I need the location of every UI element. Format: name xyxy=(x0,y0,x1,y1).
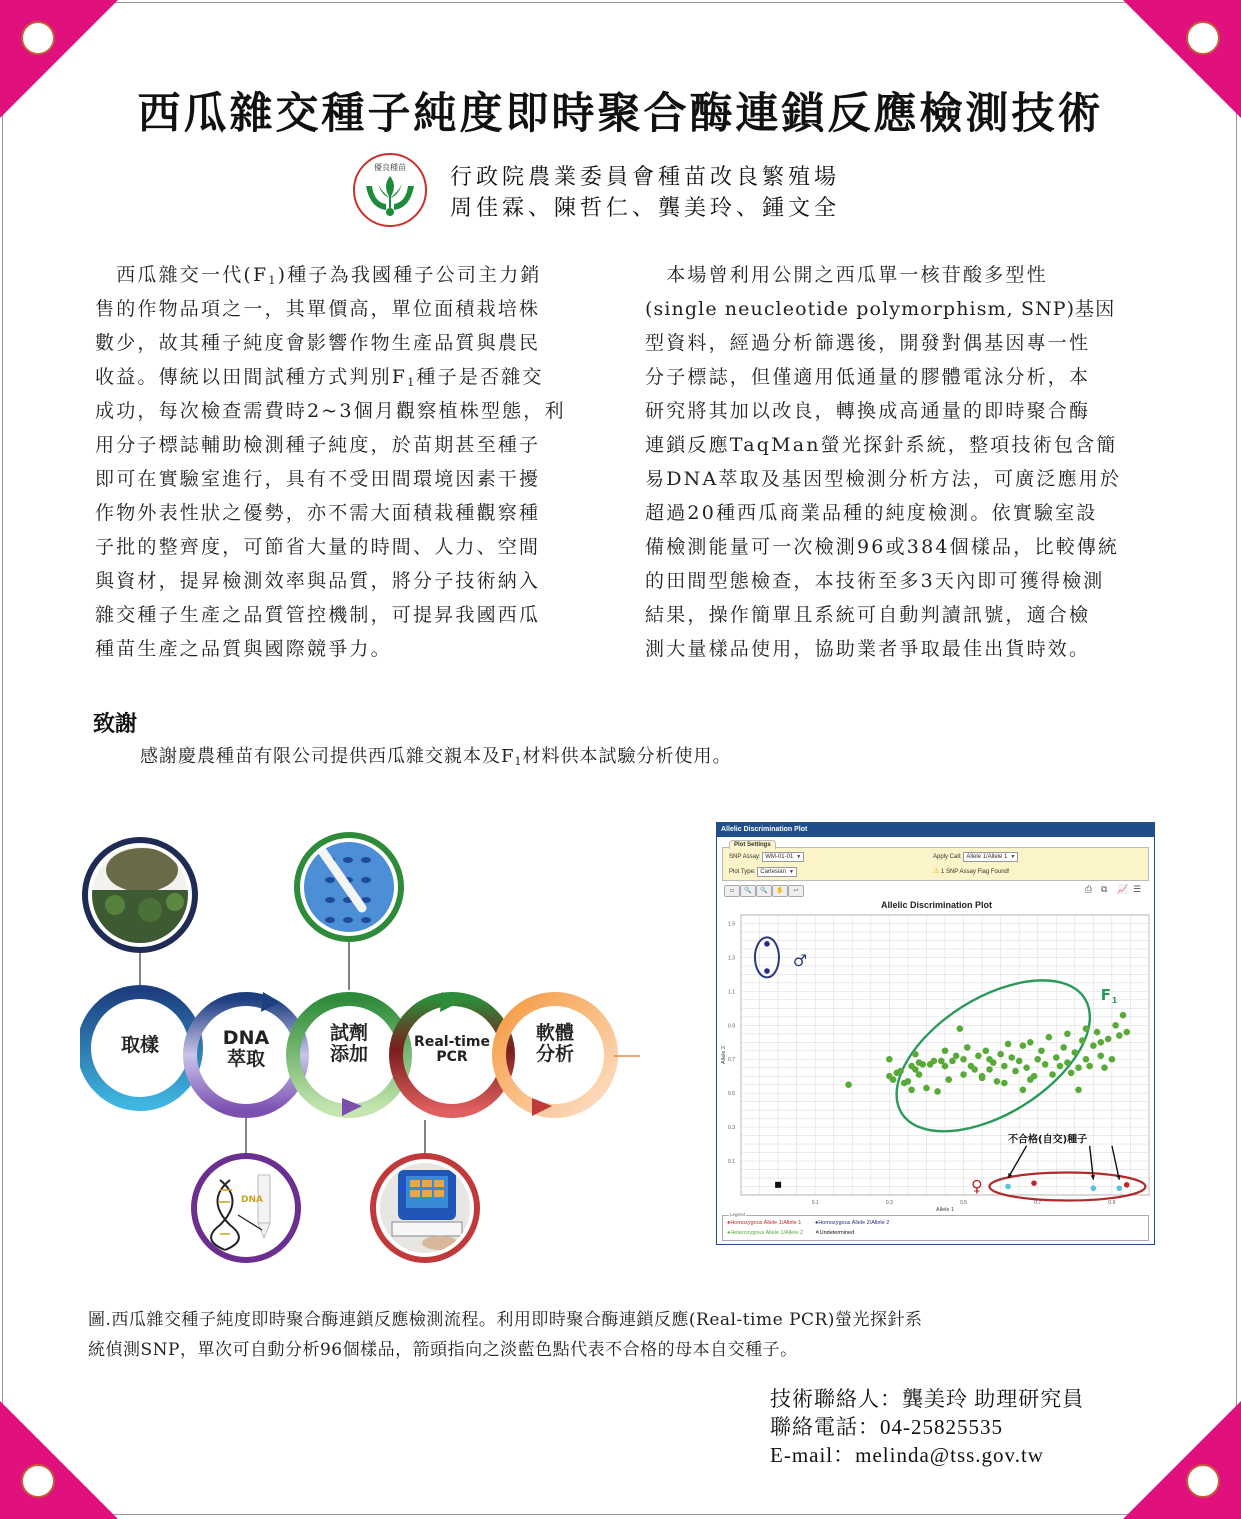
data-point xyxy=(1112,1022,1119,1029)
dropdown-arrow-icon: ▼ xyxy=(1010,854,1016,860)
data-point xyxy=(1075,1064,1082,1071)
line-text: 雜交種子生產之品質管控機制，可提昇我國西瓜 xyxy=(95,604,541,626)
x-tick-label: 0.9 xyxy=(1108,1200,1116,1206)
legend-dot-icon: ● xyxy=(727,1230,731,1236)
paragraph-line: 備檢測能量可一次檢測96或384個樣品，比較傳統 xyxy=(645,536,1120,558)
data-point xyxy=(1031,1180,1037,1186)
data-point xyxy=(990,1059,997,1066)
step-label-pcr xyxy=(404,1035,500,1066)
data-point xyxy=(1083,1056,1090,1063)
legend-dot-icon: ● xyxy=(815,1220,819,1226)
data-point xyxy=(1072,1049,1079,1056)
snp-assay-select[interactable] xyxy=(762,852,804,862)
intro-paragraph xyxy=(95,258,607,666)
paragraph-line xyxy=(95,496,607,530)
plot-settings-tab[interactable]: Plot Settings xyxy=(729,840,776,849)
data-point xyxy=(1120,1012,1127,1019)
data-point-undetermined xyxy=(775,1182,781,1188)
zoom-out-button[interactable]: 🔍 xyxy=(756,885,772,897)
data-point xyxy=(934,1088,941,1095)
data-point xyxy=(912,1051,919,1058)
male-symbol-icon: ♂ xyxy=(792,950,808,970)
data-point xyxy=(1001,1080,1008,1087)
acknowledgement-text xyxy=(140,742,732,768)
warning-icon: ⚠ xyxy=(933,868,940,875)
data-point xyxy=(1008,1054,1015,1061)
data-point xyxy=(931,1058,938,1065)
list-icon[interactable]: ☰ xyxy=(1133,885,1142,895)
data-point xyxy=(1012,1068,1019,1075)
paragraph-line: 研究將其加以改良，轉換成高通量的即時聚合酶 xyxy=(645,400,1091,422)
allelic-discrimination-window xyxy=(716,822,1155,1245)
dropdown-arrow-icon: ▼ xyxy=(796,854,802,860)
paragraph-line xyxy=(95,258,607,292)
data-point xyxy=(997,1051,1004,1058)
step-label-line: 分析 xyxy=(535,1042,574,1065)
data-point xyxy=(1020,1086,1027,1093)
ack-text-part: 感謝慶農種苗有限公司提供西瓜雜交親本及F xyxy=(140,746,515,767)
contact-phone: 聯絡電話：04-25825535 xyxy=(770,1415,1003,1439)
select-tool-button[interactable]: ▫ xyxy=(724,885,740,897)
line-text: 即可在實驗室進行，具有不受田間環境因素干擾 xyxy=(95,468,541,490)
line-text: 成功，每次檢查需費時2~3個月觀察植株型態，利 xyxy=(95,400,566,422)
x-tick-label: 0.7 xyxy=(1034,1200,1042,1206)
acknowledgement-heading: 致謝 xyxy=(93,712,138,737)
data-point xyxy=(1001,1063,1008,1070)
y-tick-label: 1.1 xyxy=(728,989,735,996)
data-point xyxy=(1046,1034,1053,1041)
paragraph-line: 連鎖反應TaqMan螢光探針系統，整項技術包含簡 xyxy=(645,434,1118,456)
data-point xyxy=(845,1081,852,1088)
legend-item-heterozygous xyxy=(727,1230,803,1236)
step-label-sampling: 取樣 xyxy=(120,1034,159,1056)
legend-item-homozygous-1 xyxy=(727,1220,801,1226)
sampling-photo-circle xyxy=(85,840,195,950)
paragraph-line: 結果，操作簡單且系統可自動判讀訊號，適合檢 xyxy=(645,604,1091,626)
paragraph-line xyxy=(95,462,607,496)
data-point xyxy=(960,1056,967,1063)
line-text: 種苗生產之品質與國際競爭力。 xyxy=(95,638,392,660)
data-point xyxy=(1031,1073,1038,1080)
data-point xyxy=(897,1068,904,1075)
ack-text-part: 材料供本試驗分析使用。 xyxy=(522,746,732,767)
line-text: 數少，故其種子純度會影響作物生產品質與農民 xyxy=(95,332,541,354)
paragraph-line: 易DNA萃取及基因型檢測分析方法，可廣泛應用於 xyxy=(645,468,1122,490)
data-point xyxy=(994,1078,1001,1085)
dna-tag: DNA xyxy=(241,1195,263,1205)
ack-subscript: 1 xyxy=(514,755,523,768)
paragraph-line xyxy=(95,292,607,326)
dna-extraction-photo-circle xyxy=(194,1156,298,1260)
data-point xyxy=(1079,1037,1086,1044)
step-label-reagent xyxy=(309,1023,389,1065)
data-point xyxy=(1005,1041,1012,1048)
line-text: 作物外表性狀之優勢，亦不需大面積栽種觀察種 xyxy=(95,502,541,524)
data-point xyxy=(1090,1042,1097,1049)
assay-flag-text: 1 SNP Assay Flag Found! xyxy=(940,869,1010,875)
data-point xyxy=(1101,1064,1108,1071)
corner-decoration-bottom-right xyxy=(1123,1401,1241,1519)
figure-caption-line-2: 統偵測SNP，單次可自動分析96個樣品，箭頭指向之淡藍色點代表不合格的母本自交種子。 xyxy=(88,1340,798,1360)
method-paragraph xyxy=(645,258,1157,666)
data-point xyxy=(764,968,770,974)
x-tick-label: 0.5 xyxy=(960,1200,968,1206)
offtype-seed-label: 不合格(自交)種子 xyxy=(1008,1134,1088,1146)
data-point xyxy=(1086,1063,1093,1070)
dropdown-arrow-icon: ▼ xyxy=(788,869,794,875)
x-tick-label: 0.1 xyxy=(811,1200,819,1206)
line-text: )種子為我國種子公司主力銷 xyxy=(277,264,542,286)
data-point xyxy=(916,1071,923,1078)
y-tick-label: 0.1 xyxy=(728,1159,735,1166)
data-point xyxy=(1075,1086,1082,1093)
step-label-line: Real-time xyxy=(414,1034,490,1050)
y-tick-label: 0.5 xyxy=(728,1091,735,1098)
step-label-line: 試劑 xyxy=(329,1022,368,1044)
paragraph-line: 的田間型態檢查，本技術至多3天內即可獲得檢測 xyxy=(645,570,1105,592)
paragraph-line xyxy=(95,530,607,564)
data-point xyxy=(1097,1039,1104,1046)
data-point xyxy=(919,1061,926,1068)
subscript: 1 xyxy=(268,274,278,287)
plot-legend xyxy=(722,1212,1149,1241)
y-tick-label: 1.3 xyxy=(728,955,735,962)
data-point xyxy=(964,1044,971,1051)
data-point xyxy=(1097,1053,1104,1060)
legend-label: Homozygous Allele 1/Allele 1 xyxy=(730,1220,802,1226)
step-label-line: 軟體 xyxy=(535,1022,574,1044)
data-point xyxy=(1053,1054,1060,1061)
data-point xyxy=(957,1025,964,1032)
print-icon[interactable]: ⎙ xyxy=(1085,885,1093,895)
data-point xyxy=(1105,1036,1112,1043)
step-label-dna-extraction xyxy=(206,1028,286,1070)
reset-button[interactable]: ↩ xyxy=(788,885,804,897)
data-point xyxy=(1020,1042,1027,1049)
line-text: 與資材，提昇檢測效率與品質，將分子技術納入 xyxy=(95,570,541,592)
pan-tool-button[interactable]: ✋ xyxy=(772,885,788,897)
plot-type-label: Plot Type: xyxy=(729,869,756,875)
paragraph-line: 測大量樣品使用，協助業者爭取最佳出貨時效。 xyxy=(645,638,1091,660)
zoom-in-button[interactable]: 🔍 xyxy=(740,885,756,897)
data-point xyxy=(1117,1185,1123,1191)
f1-subscript: 1 xyxy=(1111,995,1118,1005)
data-point xyxy=(1094,1029,1101,1036)
y-tick-label: 0.9 xyxy=(728,1023,735,1030)
paragraph-line xyxy=(95,632,607,666)
paragraph-line xyxy=(95,326,607,360)
data-point xyxy=(979,1073,986,1080)
apply-call-select[interactable] xyxy=(963,852,1018,862)
data-point xyxy=(764,941,770,947)
paragraph-line xyxy=(95,360,607,394)
y-tick-label: 0.3 xyxy=(728,1125,735,1132)
legend-dot-icon: ● xyxy=(727,1220,731,1226)
y-tick-label: 0.7 xyxy=(728,1057,735,1064)
plot-settings-panel xyxy=(722,842,1149,881)
apply-call-label: Apply Call: xyxy=(933,854,962,860)
legend-title: Legend xyxy=(730,1212,746,1217)
legend-label: Heterozygous Allele 1/Allele 2 xyxy=(730,1230,804,1236)
data-point xyxy=(923,1085,930,1092)
legend-label: Undetermined xyxy=(819,1230,855,1236)
step-label-line: PCR xyxy=(436,1049,468,1066)
data-point xyxy=(1023,1064,1030,1071)
data-point xyxy=(1034,1056,1041,1063)
paragraph-line xyxy=(95,598,607,632)
line-text: 用分子標誌輔助檢測種子純度，於苗期甚至種子 xyxy=(95,434,541,456)
data-point xyxy=(1124,1182,1130,1188)
chart-icon[interactable]: 📈 xyxy=(1117,885,1129,895)
author-list: 周佳霖、陳哲仁、龔美玲、鍾文全 xyxy=(450,196,841,221)
paragraph-line: 超過20種西瓜商業品種的純度檢測。依實驗室設 xyxy=(645,502,1098,524)
f1-label: F xyxy=(1100,985,1112,1004)
data-point xyxy=(960,1071,967,1078)
legend-item-homozygous-2 xyxy=(815,1220,889,1226)
figure-caption-line-1: 圖.西瓜雜交種子純度即時聚合酶連鎖反應檢測流程。利用即時聚合酶連鎖反應(Real-time PCR)螢光探針系 xyxy=(88,1310,923,1330)
plot-title: Allelic Discrimination Plot xyxy=(880,900,993,910)
data-point xyxy=(1042,1061,1049,1068)
step-label-software xyxy=(515,1023,595,1065)
reagent-photo-circle xyxy=(297,835,401,939)
data-point xyxy=(1091,1185,1097,1191)
logo-text: 優良種苗 xyxy=(374,163,406,172)
contact-person: 技術聯絡人：龔美玲 助理研究員 xyxy=(770,1387,1085,1411)
data-point xyxy=(953,1053,960,1060)
data-point xyxy=(1123,1029,1130,1036)
paragraph-line xyxy=(95,564,607,598)
plot-type-select[interactable] xyxy=(757,867,797,877)
data-point xyxy=(986,1066,993,1073)
data-point xyxy=(945,1076,952,1083)
step-label-line: 添加 xyxy=(329,1042,368,1065)
line-text: 售的作物品項之一，其單價高，單位面積栽培株 xyxy=(95,298,541,320)
organization-logo xyxy=(352,152,428,228)
data-point xyxy=(1109,1056,1116,1063)
apply-call-value: Allele 1/Allele 1 xyxy=(966,854,1008,860)
data-point xyxy=(1038,1047,1045,1054)
data-point xyxy=(905,1078,912,1085)
snp-assay-value: WM-01-01 xyxy=(765,854,794,860)
corner-decoration-bottom-left xyxy=(0,1401,118,1519)
data-point xyxy=(886,1056,893,1063)
pcr-machine-photo-circle xyxy=(373,1156,477,1260)
line-text: 子批的整齊度，可節省大量的時間、人力、空間 xyxy=(95,536,541,558)
paragraph-line xyxy=(95,428,607,462)
data-point xyxy=(1068,1070,1075,1077)
x-tick-label: 0.3 xyxy=(885,1200,893,1206)
data-point xyxy=(942,1063,949,1070)
step-label-line: 萃取 xyxy=(226,1047,265,1070)
line-text: 收益。傳統以田間試種方式判別F xyxy=(95,366,408,388)
data-point xyxy=(1116,1032,1123,1039)
data-point xyxy=(983,1047,990,1054)
copy-icon[interactable]: ⧉ xyxy=(1101,885,1108,895)
plot-type-value: Cartesian xyxy=(760,869,786,875)
step-label-line: DNA xyxy=(222,1027,270,1049)
data-point xyxy=(1057,1063,1064,1070)
data-point xyxy=(890,1076,897,1083)
scatter-plot xyxy=(717,913,1154,1213)
data-point xyxy=(975,1053,982,1060)
data-point xyxy=(1064,1030,1071,1037)
data-point xyxy=(1005,1184,1011,1190)
female-symbol-icon: ♀ xyxy=(970,1176,983,1196)
legend-x-icon: ✕ xyxy=(815,1230,820,1236)
data-point xyxy=(1027,1039,1034,1046)
snp-assay-label: SNP Assay: xyxy=(729,854,761,860)
data-point xyxy=(1049,1071,1056,1078)
paragraph-line: 型資料，經過分析篩選後，開發對偶基因專一性 xyxy=(645,332,1091,354)
paragraph-line: (single neucleotide polymorphism, SNP)基因 xyxy=(645,298,1116,320)
paragraph-line: 本場曾利用公開之西瓜單一核苷酸多型性 xyxy=(645,264,1048,286)
y-axis-label: Allele 2 xyxy=(721,1045,727,1065)
paragraph-line: 分子標誌，但僅適用低通量的膠體電泳分析，本 xyxy=(645,366,1091,388)
subscript: 1 xyxy=(407,376,417,389)
data-point xyxy=(1060,1044,1067,1051)
paragraph-line xyxy=(95,394,607,428)
data-point xyxy=(908,1086,915,1093)
data-point xyxy=(971,1066,978,1073)
poster-title: 西瓜雜交種子純度即時聚合酶連鎖反應檢測技術 xyxy=(137,89,1104,139)
legend-label: Homozygous Allele 2/Allele 2 xyxy=(818,1220,890,1226)
data-point xyxy=(1016,1058,1023,1065)
x-axis-label: Allele 1 xyxy=(935,1207,955,1213)
workflow-diagram xyxy=(80,830,640,1270)
data-point xyxy=(1083,1025,1090,1032)
line-text: 種子是否雜交 xyxy=(416,366,544,388)
contact-email[interactable]: E-mail：melinda@tss.gov.tw xyxy=(770,1443,1044,1467)
y-tick-label: 1.5 xyxy=(728,921,735,928)
window-title: Allelic Discrimination Plot xyxy=(717,823,1154,837)
organization-name: 行政院農業委員會種苗改良繁殖場 xyxy=(450,165,841,190)
data-point xyxy=(1064,1059,1071,1066)
data-point xyxy=(942,1047,949,1054)
legend-item-undetermined xyxy=(815,1230,854,1236)
line-text: 西瓜雜交一代(F xyxy=(95,264,269,286)
